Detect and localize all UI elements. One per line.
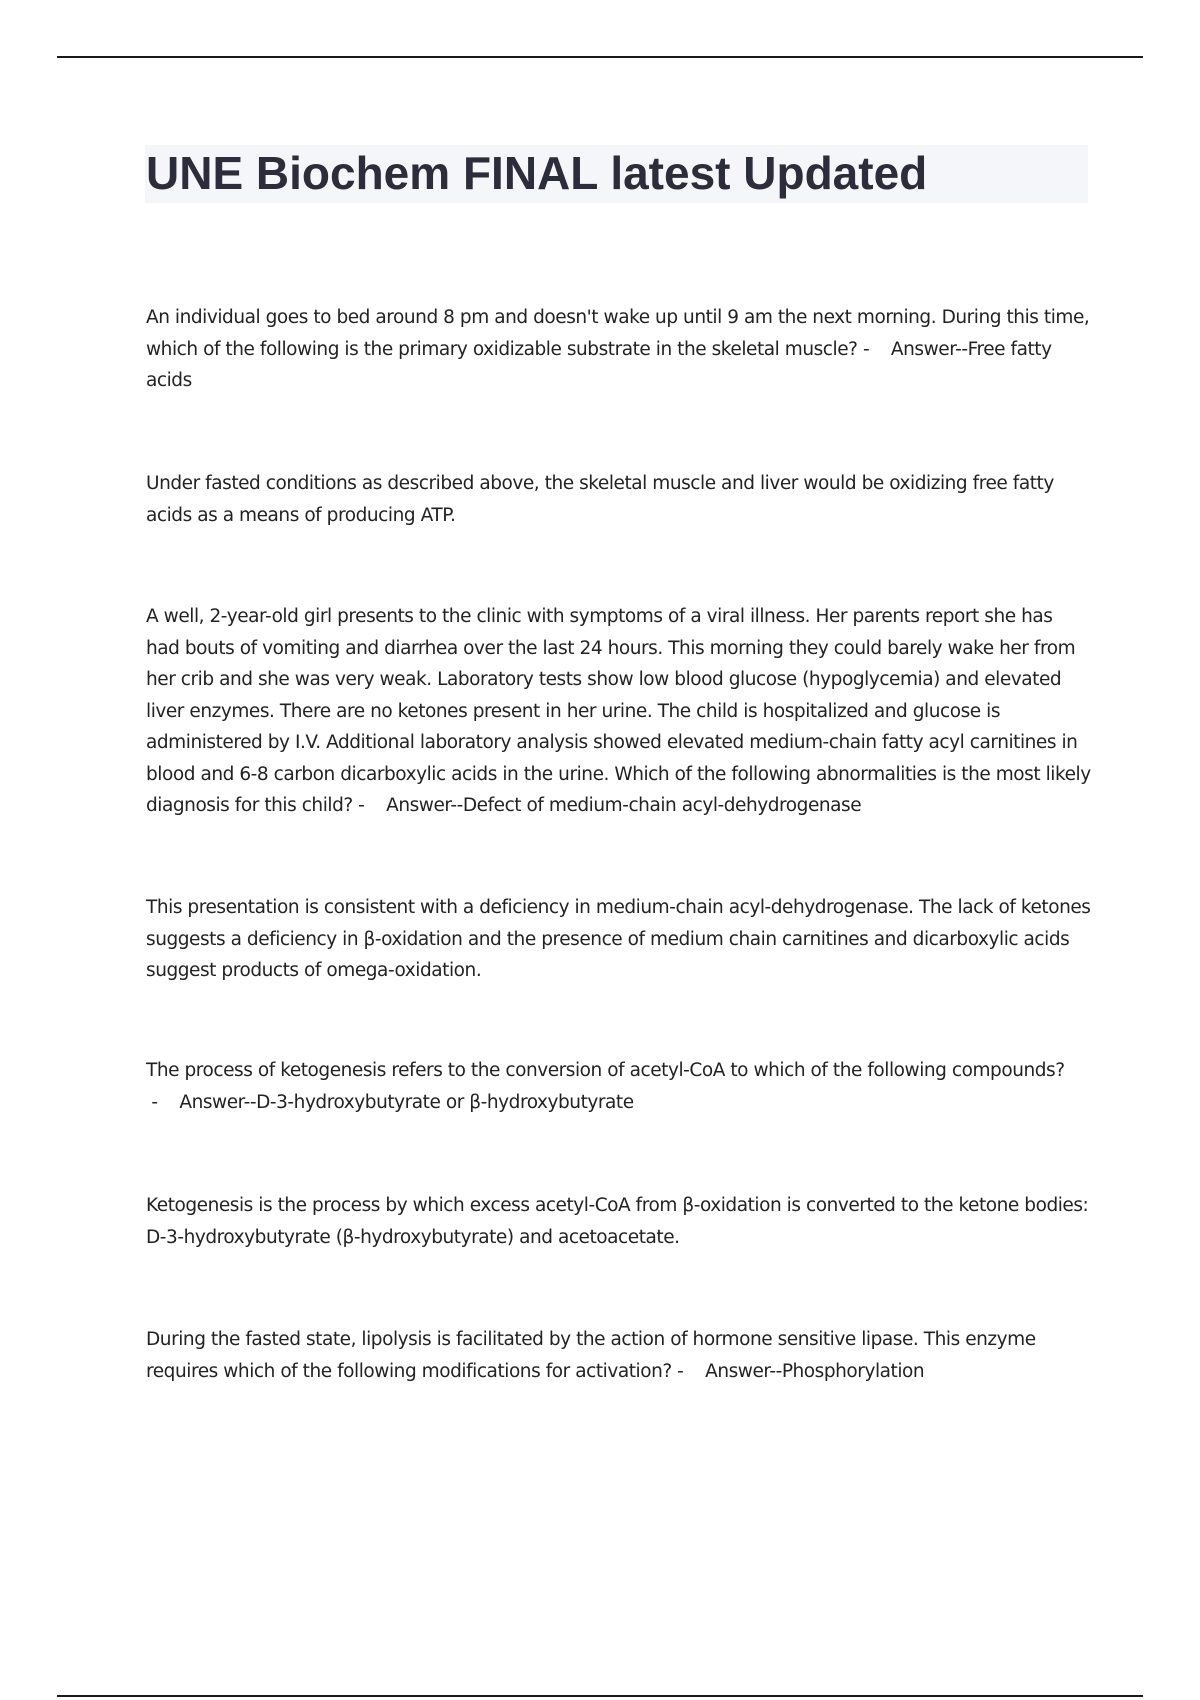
bottom-rule [57,1695,1143,1697]
explanation-1: Under fasted conditions as described above, the skeletal muscle and liver would be oxidizing free fatty acids as a means of producing ATP. [146,473,1054,526]
question-3 [146,1055,1091,1118]
answer-text: Answer--Free fatty acids [146,338,1052,391]
question-text: During the fasted state, lipolysis is facilitated by the action of hormone sensitive lipase. This enzyme requires which of the following modifications for activation? [146,1329,1036,1382]
question-text: An individual goes to bed around 8 pm and doesn't wake up until 9 am the next morning. During this time, which of the following is the primary oxidizable substrate in the skeletal muscle? [146,307,1090,360]
explanation-3: Ketogenesis is the process by which excess acetyl-CoA from β-oxidation is converted to the ketone bodies: D-3-hydroxybutyrate (β-hydroxybutyrate) and acetoacetate. [146,1195,1089,1248]
answer-separator: - [671,1360,706,1382]
answer-text: Answer--Defect of medium-chain acyl-dehydrogenase [386,795,862,816]
answer-separator: - [857,338,891,360]
question-4 [146,1324,1091,1387]
answer-separator: - [146,1091,180,1113]
answer-text: Answer--Phosphorylation [705,1360,925,1382]
question-2 [146,601,1091,822]
question-1 [146,302,1091,397]
explanation-2: This presentation is consistent with a deficiency in medium-chain acyl-dehydrogenase. The lack of ketones suggests a deficiency in β-oxidation and the presence of medium chain carnitines and dicarboxylic acids suggest products of omega-oxidation. [146,897,1091,981]
question-text: A well, 2-year-old girl presents to the clinic with symptoms of a viral illness. Her parents report she has had bouts of vomiting and diarrhea over the last 24 hours. This morning they could barely wake her from her crib and she was very weak. Laboratory tests show low blood glucose (hypoglycemia) and elevated liver enzymes. There are no ketones present in her urine. The child is hospitalized and glucose is administered by I.V. Additional laboratory analysis showed elevated medium-chain fatty acyl carnitines in blood and 6-8 carbon dicarboxylic acids in the urine. Which of the following abnormalities is the most likely diagnosis for this child? [146,606,1091,816]
question-text: The process of ketogenesis refers to the conversion of acetyl-CoA to which of the following compounds? [146,1060,1065,1081]
document-title: UNE Biochem FINAL latest Updated [146,147,928,199]
top-rule [57,56,1143,58]
answer-text: Answer--D-3-hydroxybutyrate or β-hydroxybutyrate [179,1091,634,1113]
answer-separator: - [352,795,387,816]
